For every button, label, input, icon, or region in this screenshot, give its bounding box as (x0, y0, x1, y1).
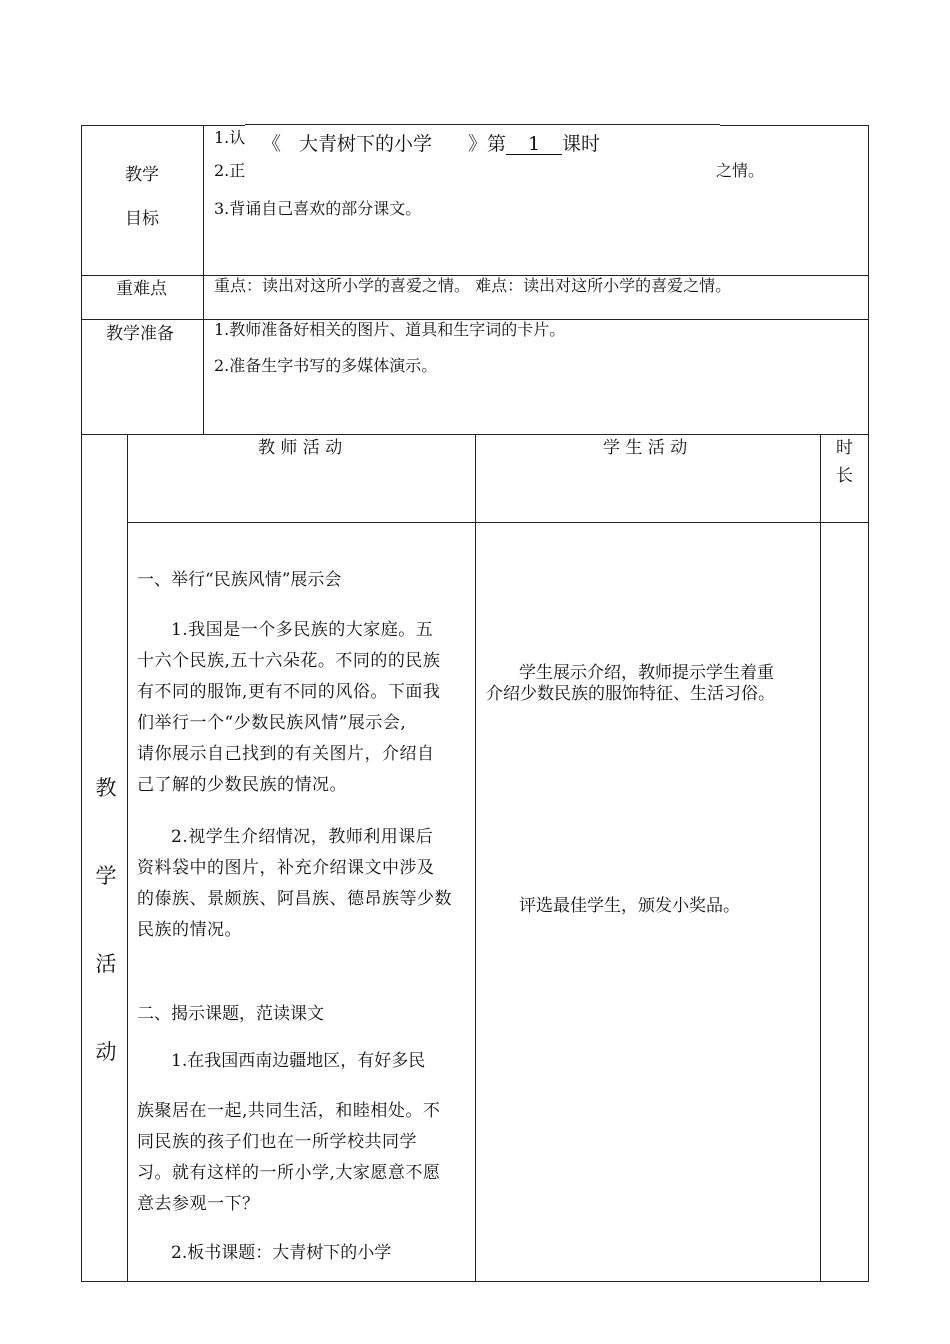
title-name: 大青树下的小学 (299, 133, 433, 155)
goal-label-1: 教学 (125, 165, 159, 185)
header-teacher: 教 师 活 动 (258, 438, 343, 458)
section-1-heading: 一、举行“民族风情”展示会 (137, 570, 342, 590)
student-note-1-line-1: 学生展示介绍，教师提示学生着重 (519, 663, 774, 683)
student-note-1-line-2: 介绍少数民族的服饰特征、生活习俗。 (486, 684, 775, 704)
header-time-1: 时 (836, 438, 853, 458)
prep-2-text: 2.准备生字书写的多媒体演示。 (214, 356, 438, 375)
side-label-3: 活 (95, 952, 117, 976)
border-bottom (81, 1281, 869, 1282)
goal-1-text: 1.认 (214, 128, 246, 147)
goal-2-suffix: 之情。 (716, 161, 765, 180)
lesson-title (262, 132, 600, 156)
side-label-4: 动 (95, 1040, 117, 1064)
prep-label: 教学准备 (106, 324, 174, 344)
section-1-para-2: 2.视学生介绍情况，教师利用课后 资料袋中的图片，补充介绍课文中涉及 的傣族、景颇族、阿昌族、德昂族等少数 民族的情况。 (137, 827, 452, 940)
header-time-2: 长 (836, 466, 853, 486)
border-student-col (820, 434, 821, 1282)
border-teacher-col (475, 434, 476, 1282)
border-right (868, 125, 869, 1282)
border-header-bottom (127, 522, 868, 523)
section-2-heading: 二、揭示课题，范读课文 (137, 1004, 324, 1024)
title-close: 》第 (468, 133, 507, 155)
border-label-col (203, 125, 204, 434)
title-open: 《 (262, 133, 282, 155)
title-tail: 课时 (562, 133, 601, 155)
section-2-para-1a: 1.在我国西南边疆地区，有好多民 (171, 1051, 426, 1071)
section-2-para-2: 2.板书课题：大青树下的小学 (171, 1243, 392, 1263)
header-student: 学 生 活 动 (603, 438, 688, 458)
student-note-2: 评选最佳学生，颁发小奖品。 (519, 896, 740, 916)
section-2-para-1b: 族聚居在一起,共同生活，和睦相处。不 同民族的孩子们也在一所学校共同学 习。就有这样的一所小学,大家愿意不愿 意去参观一下？ (137, 1101, 441, 1214)
goal-2-text: 2.正 (214, 161, 246, 180)
side-label-1: 教 (95, 776, 117, 800)
lesson-number: 1 (506, 134, 562, 155)
side-label-2: 学 (95, 864, 117, 888)
goal-3-text: 3.背诵自己喜欢的部分课文。 (214, 199, 422, 218)
focus-label: 重难点 (116, 279, 167, 299)
focus-text: 重点：读出对这所小学的喜爱之情。 难点：读出对这所小学的喜爱之情。 (214, 276, 732, 295)
goal-label-2: 目标 (125, 209, 159, 229)
border-left (81, 125, 82, 1282)
border-side-col (127, 434, 128, 1282)
section-1-para-1: 1.我国是一个多民族的大家庭。五 十六个民族,五十六朵花。不同的的民族 有不同的服饰,更有不同的风俗。下面我 们举行一个“少数民族风情”展示会, 请你展示自己找到的有关图片，介绍自 己了解的少数民族的情况。 (137, 620, 441, 795)
prep-1-text: 1.教师准备好相关的图片、道具和生字词的卡片。 (214, 320, 566, 339)
title-overlay-rule (245, 124, 720, 125)
